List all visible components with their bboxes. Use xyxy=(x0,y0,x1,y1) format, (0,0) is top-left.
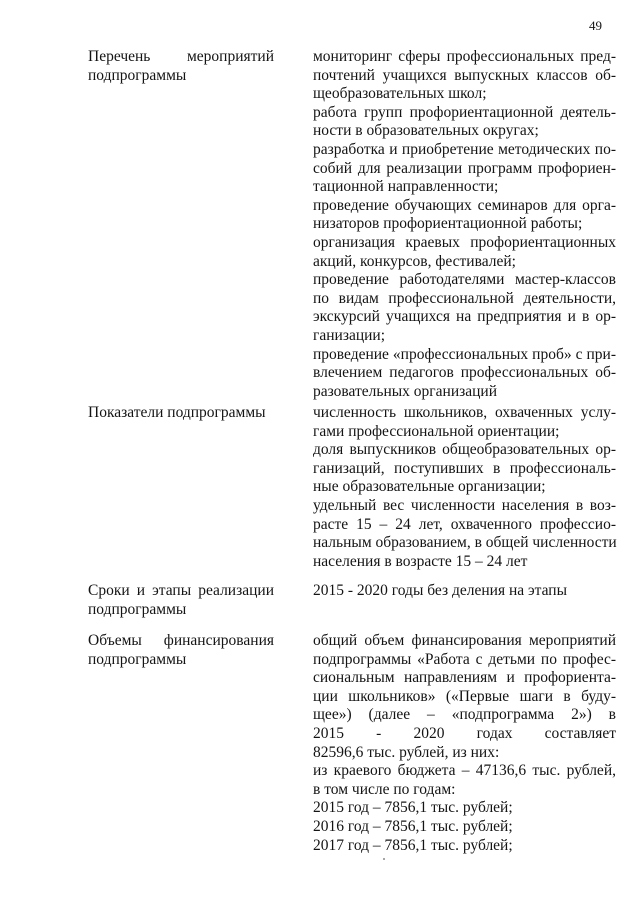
content-line: 2016 год – 7856,1 тыс. рублей; xyxy=(313,817,513,835)
content-line: из краевого бюджета – 47136,6 тыс. рублей, xyxy=(313,762,616,780)
content-line: 2015 год – 7856,1 тыс. рублей; xyxy=(313,799,513,817)
section-funding-content xyxy=(313,632,616,855)
section-terms-content xyxy=(313,582,616,601)
section-terms-label xyxy=(88,582,274,619)
content-line: проведение «профессиональных проб» с при- xyxy=(313,345,616,363)
content-line: разовательных организаций xyxy=(313,382,498,400)
section-indicators-content xyxy=(313,404,616,571)
page-number: 49 xyxy=(589,18,602,33)
content-line: удельный вес численности населения в воз- xyxy=(313,496,616,514)
content-line: щее») (далее – «подпрограмма 2») в xyxy=(313,706,616,724)
content-line: почтений учащихся выпускных классов об- xyxy=(313,66,616,84)
content-line: общий объем финансирования мероприятий xyxy=(313,632,616,649)
content-line: ганизаций, поступивших в профессиональ- xyxy=(313,459,616,477)
content-line: численность школьников, охваченных услу- xyxy=(313,404,616,421)
content-line: ности в образовательных округах; xyxy=(313,122,539,140)
content-line: экскурсий учащихся на предприятия и в ор- xyxy=(313,308,616,326)
content-line: 82596,6 тыс. рублей, из них: xyxy=(313,743,500,761)
content-line: нальным образованием, в общей численности xyxy=(313,534,617,552)
content-line: гами профессиональной ориентации; xyxy=(313,422,560,440)
content-line: низаторов профориентационной работы; xyxy=(313,215,583,233)
content-line: 2017 год – 7856,1 тыс. рублей; xyxy=(313,836,513,854)
content-line: проведение работодателями мастер-классов xyxy=(313,271,616,289)
content-line: 2015 - 2020 годы без деления на этапы xyxy=(313,582,568,599)
label-line: подпрограммы xyxy=(88,66,187,84)
label-line: подпрограммы xyxy=(88,600,187,618)
content-line: организация краевых профориентационных xyxy=(313,233,616,251)
content-line: в том числе по годам: xyxy=(313,780,456,798)
content-line: проведение обучающих семинаров для орга- xyxy=(313,196,616,214)
content-line: ции школьников» («Первые шаги в буду- xyxy=(313,687,616,705)
content-line: акций, конкурсов, фестивалей; xyxy=(313,252,516,270)
content-line: щеобразовательных школ; xyxy=(313,85,487,103)
label-line: Объемы финансирования xyxy=(88,632,274,649)
content-line: мониторинг сферы профессиональных пред- xyxy=(313,48,616,65)
content-line: по видам профессиональной деятельности, xyxy=(313,289,616,307)
section-indicators-label xyxy=(88,404,274,423)
label-line: Показатели подпрограммы xyxy=(88,404,266,421)
content-line: населения в возрасте 15 – 24 лет xyxy=(313,552,528,570)
content-line: тационной направленности; xyxy=(313,178,499,196)
content-line: доля выпускников общеобразовательных ор- xyxy=(313,441,616,459)
content-line: собий для реализации программ профориен- xyxy=(313,159,616,177)
content-line: ганизации; xyxy=(313,326,386,344)
content-line: подпрограммы «Работа с детьми по профес- xyxy=(313,650,616,668)
label-line: подпрограммы xyxy=(88,650,187,668)
label-line: Перечень мероприятий xyxy=(88,48,274,65)
content-line: ные образовательные организации; xyxy=(313,478,546,496)
content-line: влечением педагогов профессиональных об- xyxy=(313,364,616,382)
label-line: Сроки и этапы реализации xyxy=(88,582,274,599)
content-line: расте 15 – 24 лет, охваченного профессио- xyxy=(313,515,616,533)
content-line: сиональным направлениям и профориента- xyxy=(313,669,616,687)
section-measures-content xyxy=(313,48,616,401)
content-line: работа групп профориентационной деятель- xyxy=(313,103,616,121)
content-line: 2015 - 2020 годах составляет xyxy=(313,724,616,742)
section-measures-label xyxy=(88,48,274,85)
content-line: разработка и приобретение методических по- xyxy=(313,140,616,158)
scan-speck xyxy=(383,858,385,860)
section-funding-label xyxy=(88,632,274,669)
